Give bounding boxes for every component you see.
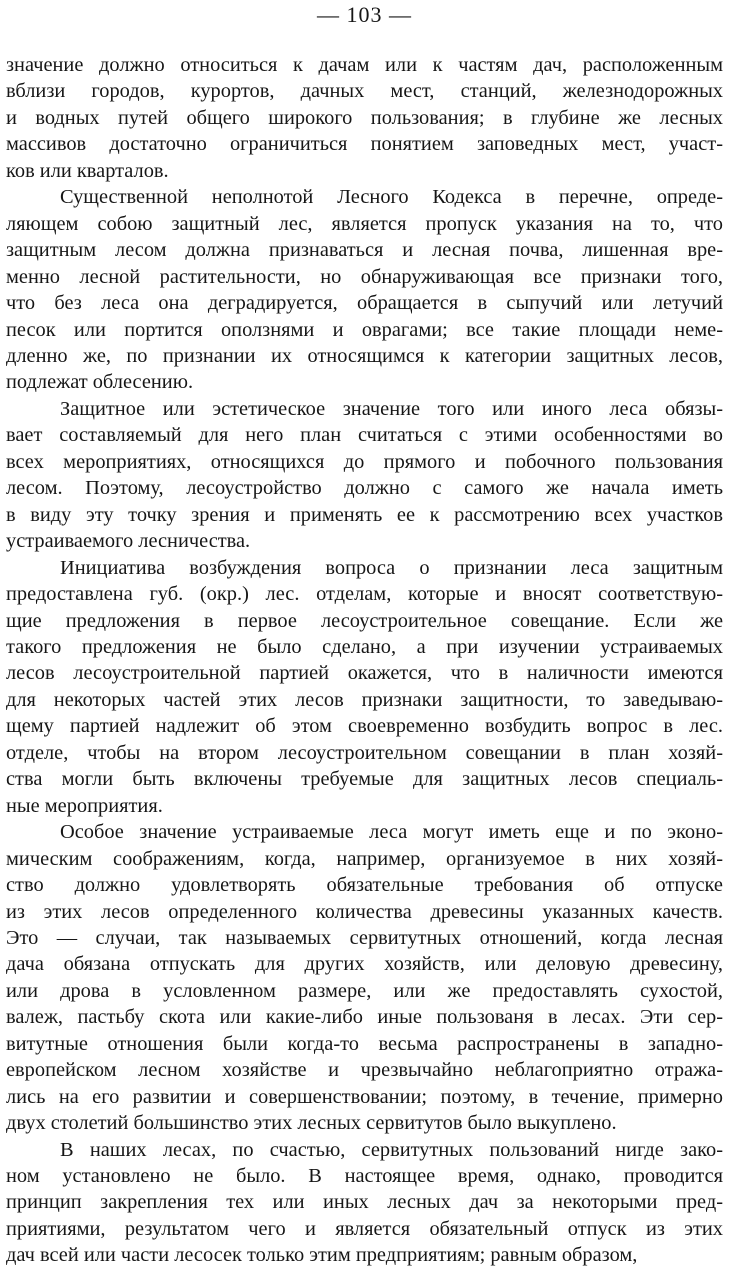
text-line: значение должно относиться к дачам или к частям дач, расположенным [6, 54, 723, 76]
text-line: дач всей или части лесосек только этим предприятиям; равным образом, [6, 1244, 638, 1267]
text-line: Защитное или эстетическое значение того или иного леса обязы- [60, 397, 723, 420]
book-page [6, 0, 723, 1269]
paragraph [6, 184, 723, 396]
text-line: Инициатива возбуждения вопроса о признании леса защитным [60, 556, 723, 579]
text-line: для некоторых частей этих лесов признаки защитности, то заведываю- [6, 688, 723, 711]
text-line: витутные отношения были когда-то весьма распространены в западно- [6, 1032, 723, 1055]
text-line: щие предложения в первое лесоустроительное совещание. Если же [6, 609, 723, 632]
text-line: вблизи городов, курортов, дачных мест, станций, железнодорожных [6, 80, 723, 103]
text-line: Это — случаи, так называемых сервитутных отношений, когда лесная [6, 926, 723, 949]
text-line: массивов достаточно ограничиться понятием заповедных мест, участ- [6, 133, 723, 156]
text-line: песок или портится оползнями и оврагами; все такие площади неме- [6, 318, 723, 341]
text-line: ков или кварталов. [6, 159, 169, 182]
text-line: в виду эту точку зрения и применять ее к рассмотрению всех участков [6, 503, 723, 526]
text-line: дача обязана отпускать для других хозяйств, или деловую древесину, [6, 953, 723, 976]
text-line: устраиваемого лесничества. [6, 530, 251, 553]
paragraph [6, 52, 723, 184]
text-line: приятиями, результатом чего и является обязательный отпуск из этих [6, 1217, 723, 1240]
text-line: всех мероприятиях, относящихся до прямого и побочного пользования [6, 450, 723, 473]
text-line: ные мероприятия. [6, 794, 163, 817]
text-line: европейском лесном хозяйстве и чрезвычайно неблагоприятно отража- [6, 1059, 723, 1082]
text-line: менно лесной растительности, но обнаруживающая все признаки того, [6, 265, 723, 288]
text-line: валеж, пастьбу скота или какие-либо иные пользованя в лесах. Эти сер- [6, 1006, 723, 1029]
text-line: мическим соображениям, когда, например, организуемое в них хозяй- [6, 847, 723, 870]
paragraph [6, 396, 723, 555]
text-line: что без леса она деградируется, обращается в сыпучий или летучий [6, 292, 723, 315]
text-line: из этих лесов определенного количества древесины указанных качеств. [6, 900, 723, 923]
text-line: отделе, чтобы на втором лесоустроительном совещании в план хозяй- [6, 741, 723, 764]
paragraph [6, 555, 723, 820]
page-number: — 103 — [317, 2, 412, 27]
text-line: ляющем собою защитный лес, является пропуск указания на то, что [6, 212, 723, 235]
paragraph [6, 1137, 723, 1269]
text-line: такого предложения не было сделано, а при изучении устраиваемых [6, 635, 723, 658]
text-line: Существенной неполнотой Лесного Кодекса в перечне, опреде- [60, 186, 723, 209]
text-line: принцип закрепления тех или иных лесных дач за некоторыми пред- [6, 1191, 723, 1214]
text-line: вает составляемый для него план считаться с этими особенностями во [6, 424, 723, 447]
text-line: ство должно удовлетворять обязательные требования об отпуске [6, 874, 723, 897]
text-line: двух столетий большинство этих лесных сервитутов было выкуплено. [6, 1112, 617, 1135]
text-line: и водных путей общего широкого пользования; в глубине же лесных [6, 106, 723, 129]
text-line: щему партией надлежит об этом своевременно возбудить вопрос в лес. [6, 715, 723, 738]
text-line: дленно же, по признании их относящимся к категории защитных лесов, [6, 344, 723, 367]
text-line: лись на его развитии и совершенствовании; поэтому, в течение, примерно [6, 1085, 723, 1108]
text-line: подлежат облесению. [6, 371, 194, 394]
body-text [6, 52, 723, 1269]
text-line: предоставлена губ. (окр.) лес. отделам, которые и вносят соответствую- [6, 583, 723, 606]
text-line: ства могли быть включены требуемые для защитных лесов специаль- [6, 768, 723, 791]
text-line: лесов лесоустроительной партией окажется, что в наличности имеются [6, 662, 723, 685]
text-line: Особое значение устраиваемые леса могут иметь еще и по эконо- [60, 821, 723, 844]
paragraph [6, 819, 723, 1136]
text-line: ном установлено не было. В настоящее время, однако, проводится [6, 1165, 723, 1188]
text-line: или дрова в условленном размере, или же предоставлять сухостой, [6, 979, 723, 1002]
text-line: лесом. Поэтому, лесоустройство должно с самого же начала иметь [6, 477, 723, 500]
text-line: защитным лесом должна признаваться и лесная почва, лишенная вре- [6, 239, 723, 262]
text-line: В наших лесах, по счастью, сервитутных пользований нигде зако- [60, 1138, 723, 1161]
